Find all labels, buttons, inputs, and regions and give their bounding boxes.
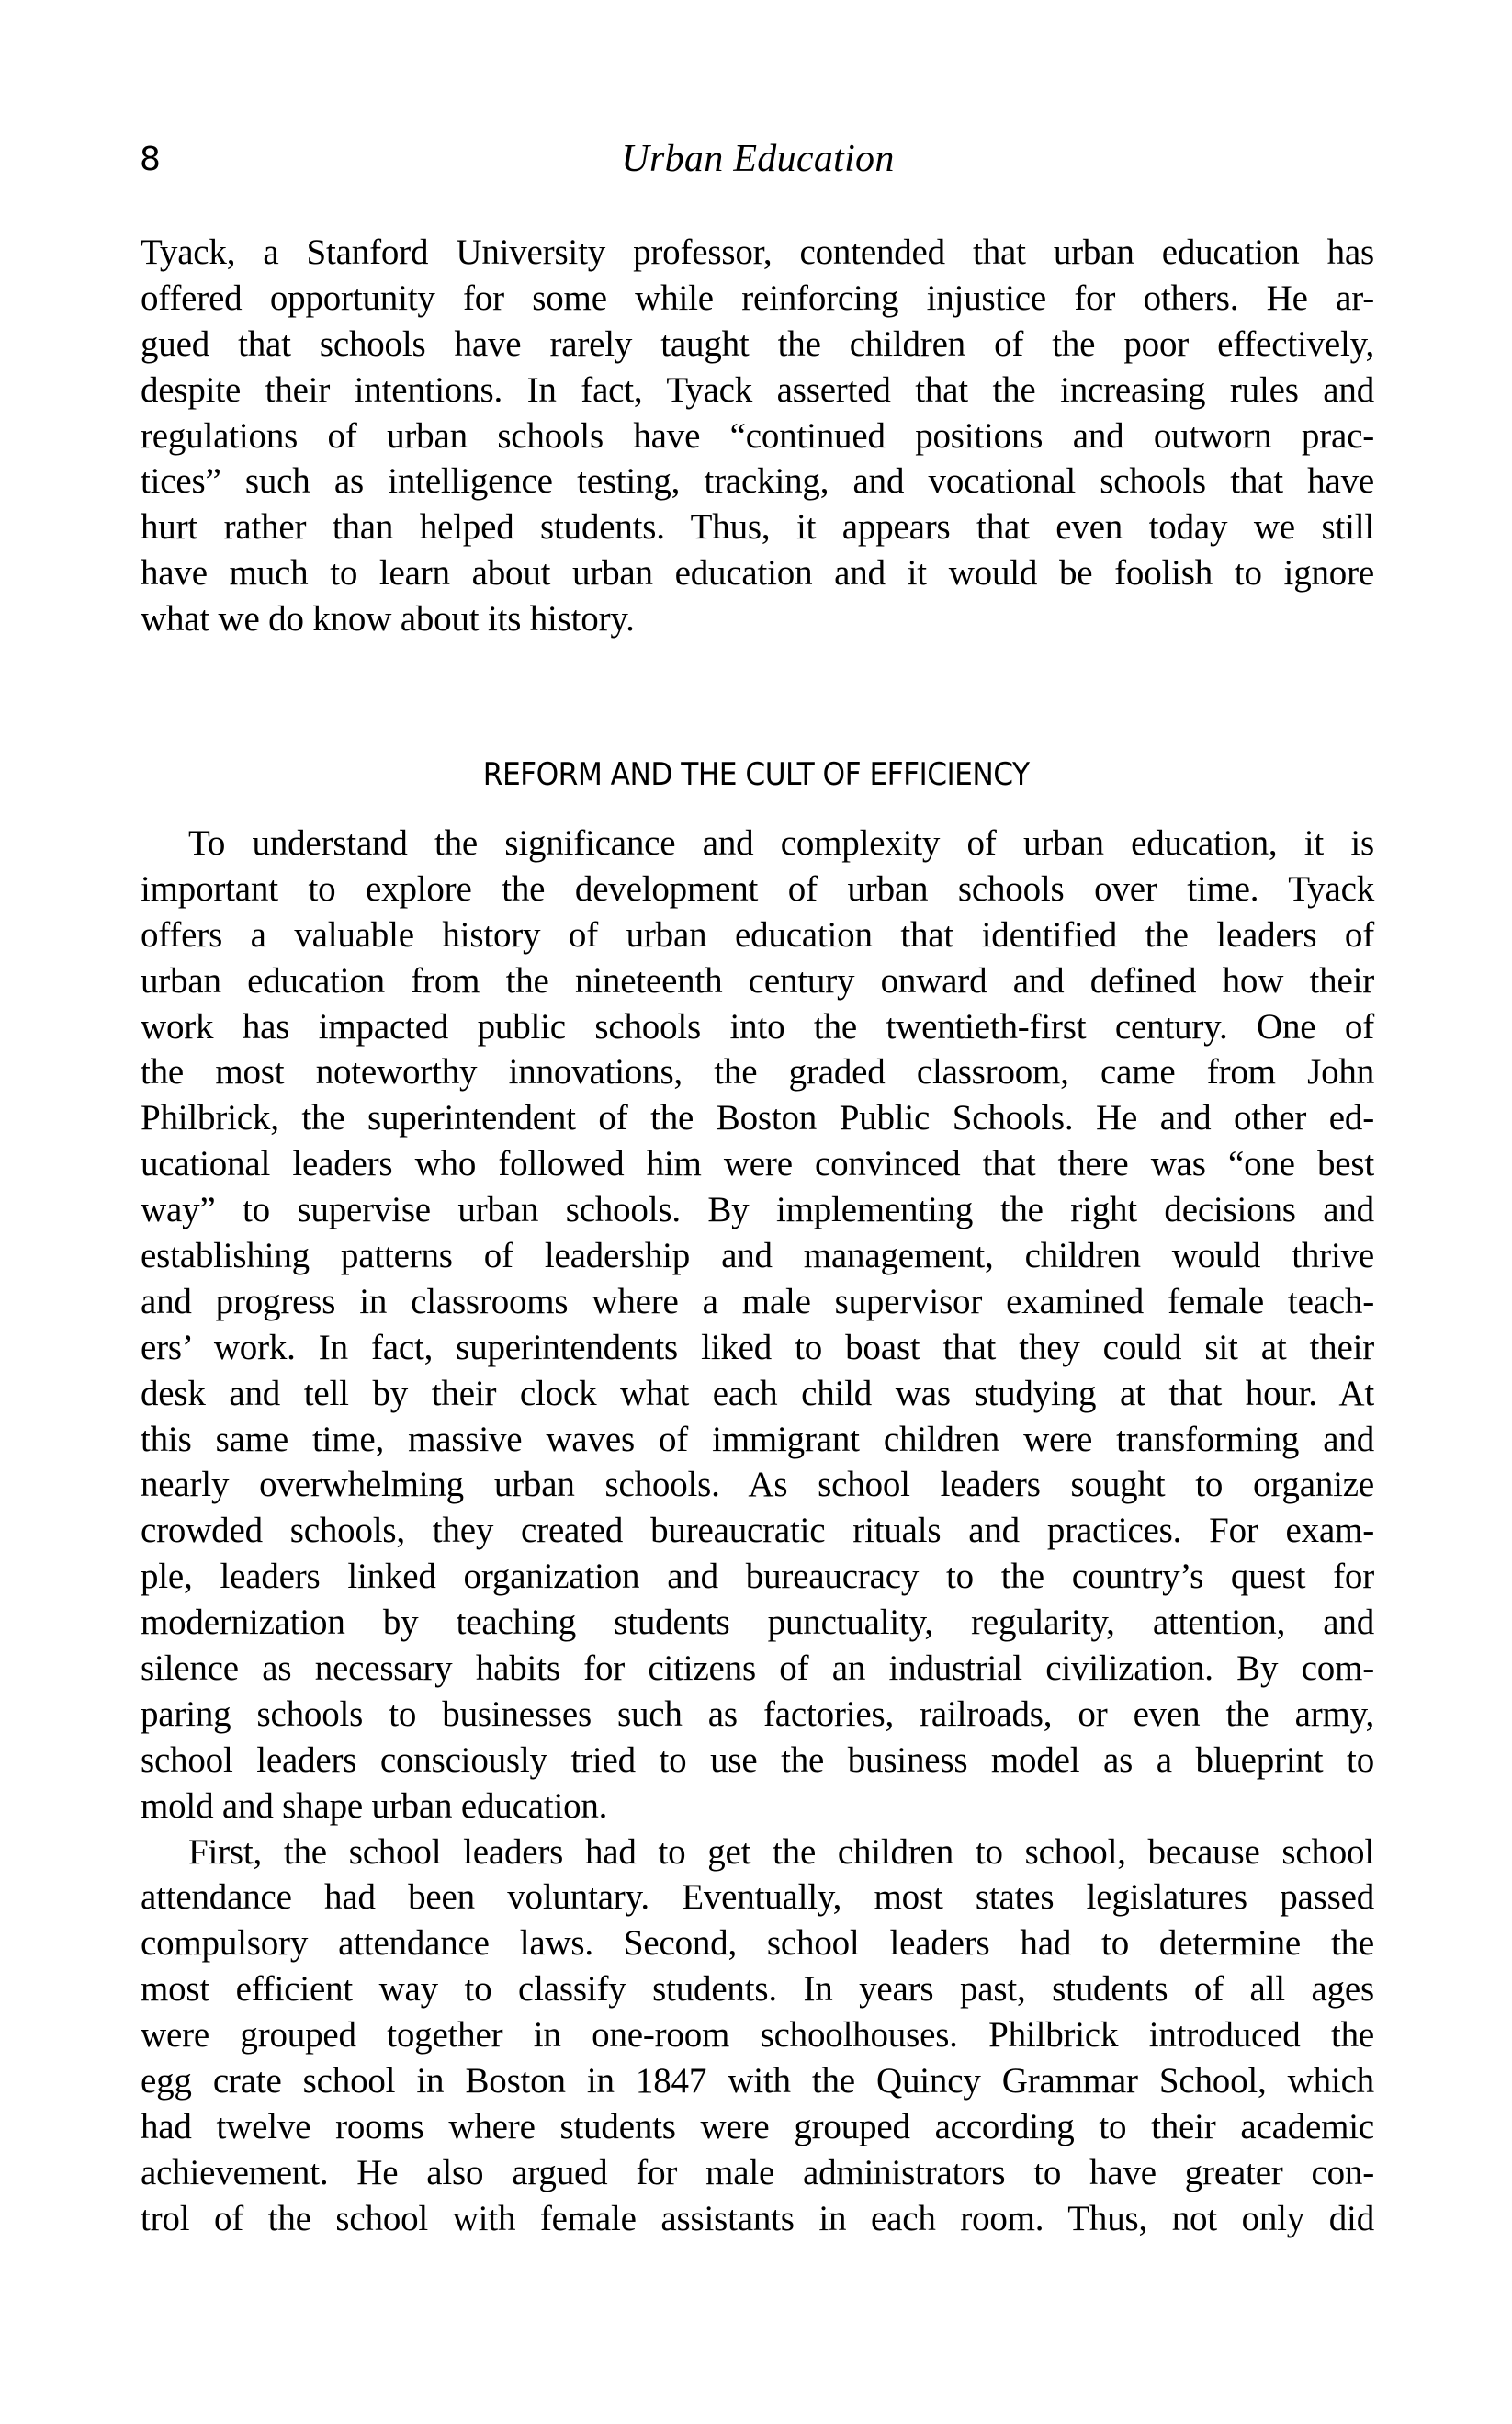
text-line: Tyack, a Stanford University professor, contended that urban education has bbox=[141, 232, 1374, 272]
text-line: have much to learn about urban education and it would be foolish to ignore bbox=[141, 553, 1374, 594]
section-heading: REFORM AND THE CULT OF EFFICIENCY bbox=[482, 756, 1030, 793]
text-line: egg crate school in Boston in 1847 with the Quincy Grammar School, which bbox=[141, 2061, 1374, 2101]
text-line: ers’ work. In fact, superintendents liked to boast that they could sit at their bbox=[141, 1327, 1374, 1367]
text-line: crowded schools, they created bureaucratic rituals and practices. For exam- bbox=[141, 1511, 1374, 1551]
text-line: establishing patterns of leadership and management, children would thrive bbox=[141, 1236, 1374, 1276]
body-paragraphs bbox=[141, 821, 1374, 2242]
running-head-title bbox=[0, 136, 1512, 182]
text-line: were grouped together in one-room schoolhouses. Philbrick introduced the bbox=[141, 2015, 1374, 2056]
text-line: school leaders consciously tried to use the business model as a blueprint to bbox=[141, 1739, 1374, 1780]
text-line: modernization by teaching students punctuality, regularity, attention, and bbox=[141, 1603, 1374, 1643]
text-line: nearly overwhelming urban schools. As school leaders sought to organize bbox=[141, 1465, 1374, 1505]
paragraph-2 bbox=[141, 821, 1374, 1829]
text-line: what we do know about its history. bbox=[141, 599, 635, 640]
text-line: trol of the school with female assistants in each room. Thus, not only did bbox=[141, 2198, 1374, 2238]
text-line: had twelve rooms where students were grouped according to their academic bbox=[141, 2106, 1374, 2146]
text-line: offers a valuable history of urban education that identified the leaders of bbox=[141, 914, 1374, 955]
text-line: the most noteworthy innovations, the graded classroom, came from John bbox=[141, 1052, 1374, 1093]
text-line: gued that schools have rarely taught the children of the poor effectively, bbox=[141, 323, 1374, 364]
text-line: attendance had been voluntary. Eventually, most states legislatures passed bbox=[141, 1877, 1374, 1918]
text-line: work has impacted public schools into the twentieth-first century. One of bbox=[141, 1006, 1374, 1047]
text-line: silence as necessary habits for citizens of an industrial civilization. By com- bbox=[141, 1648, 1374, 1689]
running-head-text: Urban Education bbox=[621, 138, 895, 180]
text-line: To understand the significance and complexity of urban education, it is bbox=[188, 823, 1374, 863]
text-line: compulsory attendance laws. Second, school leaders had to determine the bbox=[141, 1923, 1374, 1964]
text-line: First, the school leaders had to get the children to school, because school bbox=[188, 1831, 1374, 1872]
text-line: achievement. He also argued for male administrators to have greater con- bbox=[141, 2152, 1374, 2192]
text-line: despite their intentions. In fact, Tyack asserted that the increasing rules and bbox=[141, 369, 1374, 410]
text-line: way” to supervise urban schools. By implementing the right decisions and bbox=[141, 1190, 1374, 1230]
text-line: and progress in classrooms where a male supervisor examined female teach- bbox=[141, 1281, 1374, 1321]
text-line: ucational leaders who followed him were convinced that there was “one best bbox=[141, 1144, 1374, 1184]
text-line: paring schools to businesses such as factories, railroads, or even the army, bbox=[141, 1693, 1374, 1734]
text-line: Philbrick, the superintendent of the Boston Public Schools. He and other ed- bbox=[141, 1098, 1374, 1138]
text-line: mold and shape urban education. bbox=[141, 1785, 608, 1826]
text-line: desk and tell by their clock what each child was studying at that hour. At bbox=[141, 1373, 1374, 1413]
text-line: offered opportunity for some while reinforcing injustice for others. He ar- bbox=[141, 278, 1374, 318]
text-line: ple, leaders linked organization and bureaucracy to the country’s quest for bbox=[141, 1557, 1374, 1597]
page-number: 8 bbox=[140, 141, 161, 178]
paragraph-1 bbox=[141, 230, 1374, 642]
text-line: tices” such as intelligence testing, tracking, and vocational schools that have bbox=[141, 461, 1374, 502]
paragraph-3 bbox=[141, 1829, 1374, 2242]
text-line: this same time, massive waves of immigrant children were transforming and bbox=[141, 1419, 1374, 1459]
text-line: urban education from the nineteenth century onward and defined how their bbox=[141, 960, 1374, 1001]
text-line: important to explore the development of urban schools over time. Tyack bbox=[141, 868, 1374, 909]
text-line: hurt rather than helped students. Thus, it appears that even today we still bbox=[141, 507, 1374, 548]
text-line: most efficient way to classify students. In years past, students of all ages bbox=[141, 1969, 1374, 2010]
text-line: regulations of urban schools have “continued positions and outworn prac- bbox=[141, 415, 1374, 456]
